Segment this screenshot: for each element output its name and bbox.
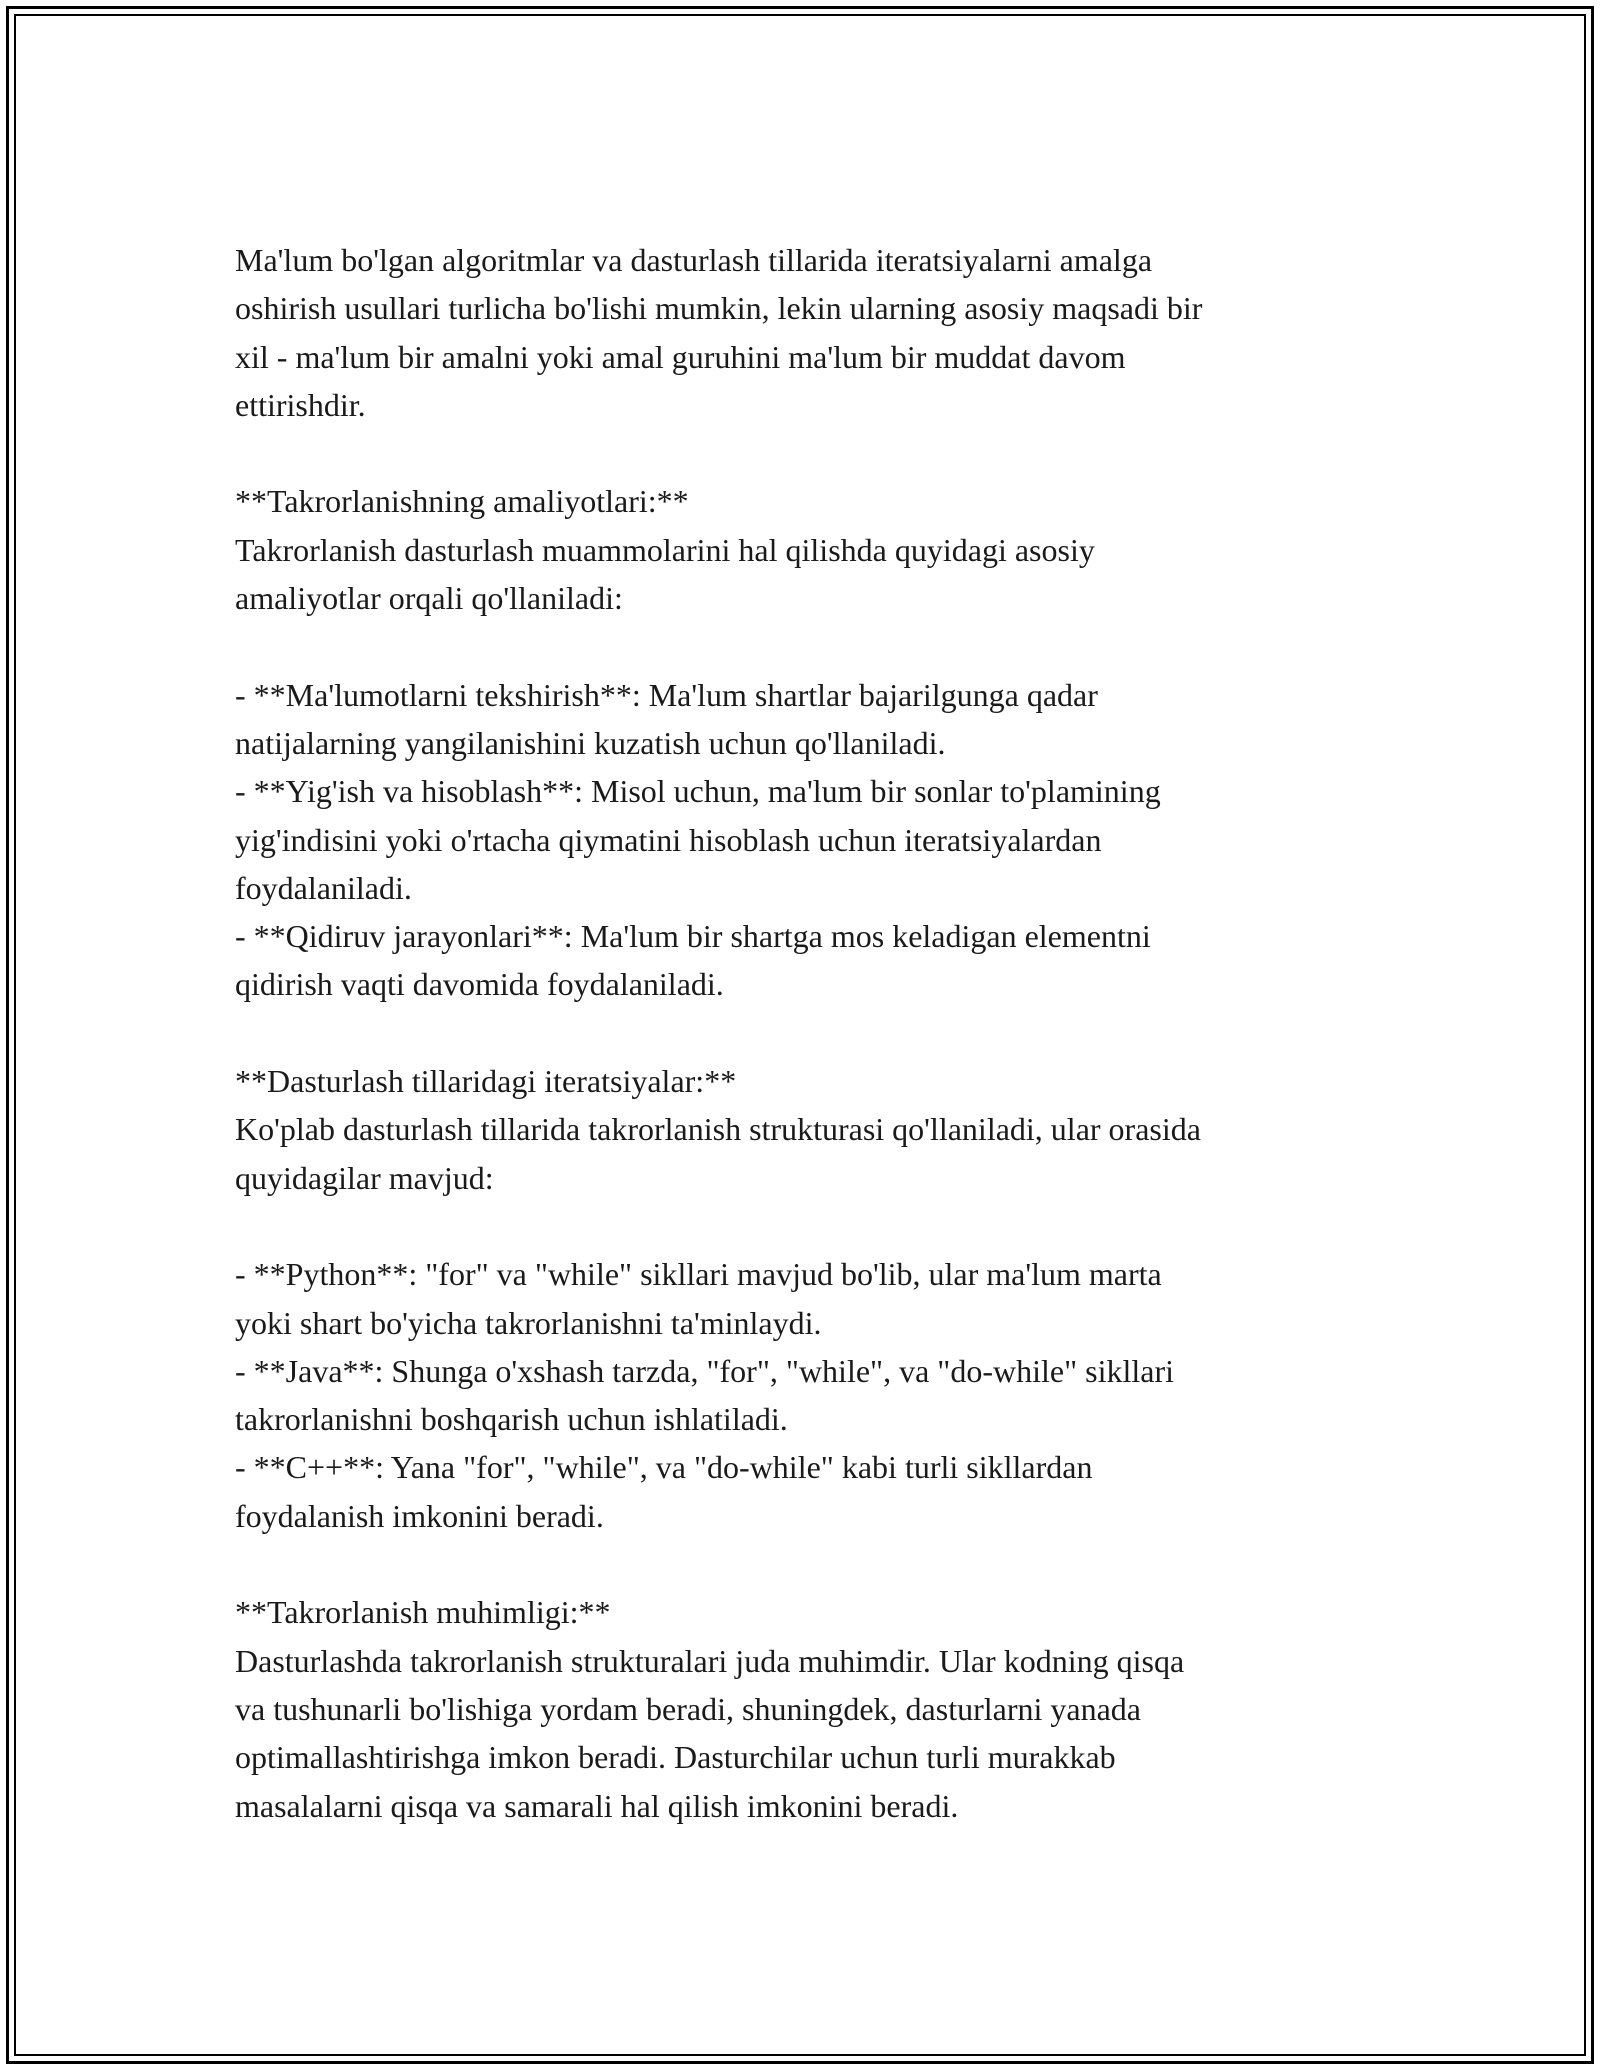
list-item-line: foydalaniladi. bbox=[235, 869, 412, 906]
list-item-line: foydalanish imkonini beradi. bbox=[235, 1497, 604, 1534]
section-heading: **Takrorlanishning amaliyotlari:** bbox=[235, 483, 689, 520]
blank-line bbox=[235, 622, 1385, 670]
list-item-line: - **C++**: Yana "for", "while", va "do-while" kabi turli sikllardan bbox=[235, 1449, 1093, 1486]
text-line: oshirish usullari turlicha bo'lishi mumkin, lekin ularning asosiy maqsadi bir bbox=[235, 290, 1203, 327]
text-line: optimallashtirishga imkon beradi. Dasturchilar uchun turli murakkab bbox=[235, 1739, 1116, 1776]
list-item-line: yig'indisini yoki o'rtacha qiymatini hisoblash uchun iteratsiyalardan bbox=[235, 821, 1102, 858]
text-line: Ko'plab dasturlash tillarida takrorlanish strukturasi qo'llaniladi, ular orasida bbox=[235, 1111, 1201, 1148]
text-line: Ma'lum bo'lgan algoritmlar va dasturlash tillarida iteratsiyalarni amalga bbox=[235, 242, 1153, 278]
list-item-line: yoki shart bo'yicha takrorlanishni ta'minlaydi. bbox=[235, 1304, 822, 1341]
list-item-line: qidirish vaqti davomida foydalaniladi. bbox=[235, 966, 724, 1003]
text-line: masalalarni qisqa va samarali hal qilish imkonini beradi. bbox=[235, 1787, 959, 1824]
list-item-line: takrorlanishni boshqarish uchun ishlatiladi. bbox=[235, 1401, 788, 1438]
section-heading: **Dasturlash tillaridagi iteratsiyalar:** bbox=[235, 1063, 737, 1100]
text-line: ettirishdir. bbox=[235, 386, 366, 423]
section-heading: **Takrorlanish muhimligi:** bbox=[235, 1594, 611, 1631]
list-item-line: - **Python**: "for" va "while" sikllari mavjud bo'lib, ular ma'lum marta bbox=[235, 1256, 1162, 1293]
blank-line bbox=[235, 1540, 1385, 1588]
text-line: quyidagilar mavjud: bbox=[235, 1159, 494, 1196]
text-line: xil - ma'lum bir amalni yoki amal guruhini ma'lum bir muddat davom bbox=[235, 338, 1126, 375]
text-line: Dasturlashda takrorlanish strukturalari juda muhimdir. Ular kodning qisqa bbox=[235, 1642, 1185, 1679]
list-item-line: - **Ma'lumotlarni tekshirish**: Ma'lum shartlar bajarilgunga qadar bbox=[235, 676, 1098, 713]
blank-line bbox=[235, 1009, 1385, 1057]
document-body bbox=[235, 236, 1385, 1830]
text-line: amaliyotlar orqali qo'llaniladi: bbox=[235, 580, 623, 617]
text-line: Takrorlanish dasturlash muammolarini hal qilishda quyidagi asosiy bbox=[235, 531, 1095, 568]
blank-line bbox=[235, 429, 1385, 477]
list-item-line: - **Qidiruv jarayonlari**: Ma'lum bir shartga mos keladigan elementni bbox=[235, 918, 1151, 955]
list-item-line: natijalarning yangilanishini kuzatish uchun qo'llaniladi. bbox=[235, 724, 946, 761]
list-item-line: - **Java**: Shunga o'xshash tarzda, "for", "while", va "do-while" sikllari bbox=[235, 1352, 1175, 1389]
list-item-line: - **Yig'ish va hisoblash**: Misol uchun, ma'lum bir sonlar to'plamining bbox=[235, 773, 1161, 810]
text-line: va tushunarli bo'lishiga yordam beradi, shuningdek, dasturlarni yanada bbox=[235, 1690, 1141, 1727]
blank-line bbox=[235, 1202, 1385, 1250]
